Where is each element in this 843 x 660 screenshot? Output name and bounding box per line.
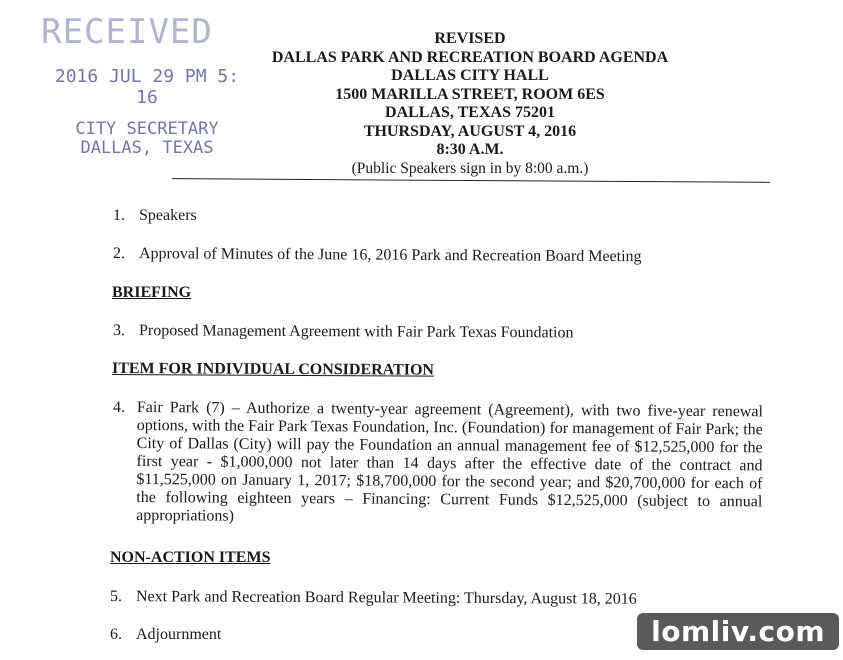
item-number: 4.: [113, 399, 125, 416]
item-number: 5.: [109, 588, 123, 606]
item-text: Adjournment: [136, 626, 222, 643]
header-venue: DALLAS CITY HALL: [391, 67, 549, 84]
item-number: 6.: [110, 626, 122, 643]
received-stamp: [41, 12, 242, 158]
item-number: 3.: [112, 322, 126, 340]
header-revised: REVISED: [434, 30, 506, 47]
agenda-item-1: [113, 207, 197, 225]
header-address: 1500 MARILLA STREET, ROOM 6ES: [335, 85, 605, 103]
agenda-item-2: [113, 245, 642, 266]
header-title: DALLAS PARK AND RECREATION BOARD AGENDA: [271, 48, 669, 66]
stamp-date: 2016 JUL 29 PM 5: 16: [54, 66, 240, 108]
item-text: Approval of Minutes of the June 16, 2016 Park and Recreation Board Meeting: [138, 245, 642, 266]
header-date: THURSDAY, AUGUST 4, 2016: [363, 122, 577, 140]
agenda-item-4-number: [113, 399, 139, 417]
item-text: Next Park and Recreation Board Regular Meeting: Thursday, August 18, 2016: [135, 588, 637, 608]
agenda-item-3: [113, 322, 574, 342]
stamp-received: RECEIVED: [41, 12, 213, 52]
agenda-item-6: [110, 626, 221, 644]
header-time: 8:30 A.M.: [436, 141, 504, 158]
heading-briefing: BRIEFING: [112, 284, 192, 301]
agenda-item-5: [110, 588, 637, 609]
item-number: 2.: [112, 245, 126, 263]
heading-individual-consideration: ITEM FOR INDIVIDUAL CONSIDERATION: [111, 360, 435, 379]
agenda-header: [260, 30, 680, 178]
item-number: 1.: [113, 207, 125, 224]
watermark-logo: lomliv.com: [637, 613, 839, 650]
stamp-office-line1: CITY SECRETARY: [75, 119, 219, 139]
heading-non-action-items: NON-ACTION ITEMS: [110, 549, 271, 566]
stamp-office-line2: DALLAS, TEXAS: [80, 138, 214, 158]
item-text: Proposed Management Agreement with Fair Park Texas Foundation: [138, 322, 574, 342]
header-note: (Public Speakers sign in by 8:00 a.m.): [351, 159, 589, 177]
header-city: DALLAS, TEXAS 75201: [385, 104, 555, 121]
agenda-item-4-text: Fair Park (7) – Authorize a twenty-year agreement (Agreement), with two five-year renewal options, with the Fair Park Texas Foundation, Inc. (Foundation) for management of Fair Park; the City of Dallas (City) will pay the Foundation an annual management fee of $12,525,000 for the first year - $1,000,000 not later than 14 days after the effective date of the contract and $11,525,000 on January 1, 2017; $18,700,000 for the second year; and $20,700,000 for each of the following eighteen years – Financing: Current Funds $12,525,000 (subject to annual appropriations): [136, 399, 763, 525]
header-divider: [172, 178, 770, 183]
item-text: Speakers: [139, 207, 197, 224]
